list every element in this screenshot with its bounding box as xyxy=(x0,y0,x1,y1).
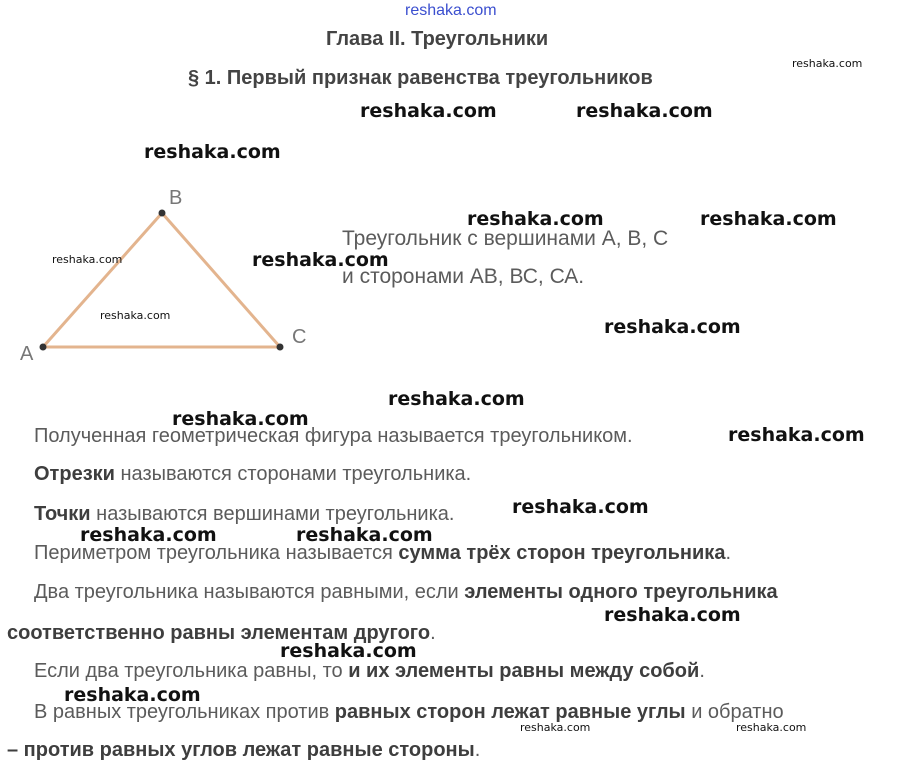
figure-caption-line2: и сторонами АВ, ВС, СА. xyxy=(342,265,585,288)
watermark: reshaka.com xyxy=(252,249,389,271)
top-watermark: reshaka.com xyxy=(405,2,497,19)
term-correspondence: соответственно равны элементам другого xyxy=(7,622,431,644)
vertex-point-a xyxy=(40,344,47,351)
paragraph-text: Периметром треугольника называется xyxy=(34,542,399,564)
paragraph-equal-triangles-line1 xyxy=(34,581,778,604)
watermark: reshaka.com xyxy=(388,388,525,410)
watermark: reshaka.com xyxy=(467,208,604,230)
section-title: § 1. Первый признак равенства треугольников xyxy=(188,67,653,89)
watermark: reshaka.com xyxy=(172,408,309,430)
paragraph-text: . xyxy=(699,660,705,682)
paragraph-opposite-line2 xyxy=(7,739,480,762)
watermark: reshaka.com xyxy=(604,316,741,338)
term-perimeter-definition: сумма трёх сторон треугольника xyxy=(398,542,726,564)
vertex-point-c xyxy=(277,344,284,351)
paragraph-text: называются вершинами треугольника. xyxy=(90,503,455,525)
watermark: reshaka.com xyxy=(604,604,741,626)
paragraph-text: Полученная геометрическая фигура называется треугольником. xyxy=(34,425,633,447)
paragraph-text: В равных треугольниках против xyxy=(34,701,335,723)
paragraph-text: . xyxy=(474,739,481,761)
watermark: reshaka.com xyxy=(64,684,201,706)
vertex-label-b: B xyxy=(169,187,183,209)
watermark: reshaka.com xyxy=(728,424,865,446)
paragraph-equal-elements xyxy=(34,660,705,683)
watermark: reshaka.com xyxy=(700,208,837,230)
watermark: reshaka.com xyxy=(296,524,433,546)
paragraph-text: . xyxy=(430,622,436,644)
edge-bc xyxy=(162,213,280,347)
watermark: reshaka.com xyxy=(80,524,217,546)
term-elements-equal: и их элементы равны между собой xyxy=(348,660,700,682)
paragraph-triangle-definition xyxy=(34,425,633,448)
vertex-point-b xyxy=(159,210,166,217)
watermark: reshaka.com xyxy=(144,141,281,163)
paragraph-text: Два треугольника называются равными, если xyxy=(34,581,465,603)
paragraph-text: и обратно xyxy=(685,701,784,723)
watermark: reshaka.com xyxy=(520,721,591,734)
watermark: reshaka.com xyxy=(736,721,807,734)
paragraph-text: Если два треугольника равны, то xyxy=(34,660,349,682)
paragraph-sides xyxy=(34,463,471,486)
term-points: Точки xyxy=(34,503,91,525)
vertex-label-a: A xyxy=(20,343,34,365)
term-segments: Отрезки xyxy=(34,463,115,485)
term-elements: элементы одного треугольника xyxy=(464,581,778,603)
watermark: reshaka.com xyxy=(360,100,497,122)
watermark: reshaka.com xyxy=(100,309,171,322)
term-equal-angles: – против равных углов лежат равные стороны xyxy=(7,739,475,761)
watermark: reshaka.com xyxy=(280,640,417,662)
paragraph-text: . xyxy=(725,542,731,564)
edge-ab xyxy=(43,213,162,347)
chapter-title: Глава II. Треугольники xyxy=(326,28,549,50)
watermark: reshaka.com xyxy=(576,100,713,122)
watermark: reshaka.com xyxy=(792,57,863,70)
watermark: reshaka.com xyxy=(52,253,123,266)
figure-caption-line1: Треугольник с вершинами А, В, С xyxy=(342,227,669,250)
term-equal-sides: равных сторон лежат равные углы xyxy=(334,701,686,723)
paragraph-text: называются сторонами треугольника. xyxy=(114,463,472,485)
vertex-label-c: C xyxy=(292,326,307,348)
paragraph-vertices xyxy=(34,503,454,526)
watermark: reshaka.com xyxy=(512,496,649,518)
